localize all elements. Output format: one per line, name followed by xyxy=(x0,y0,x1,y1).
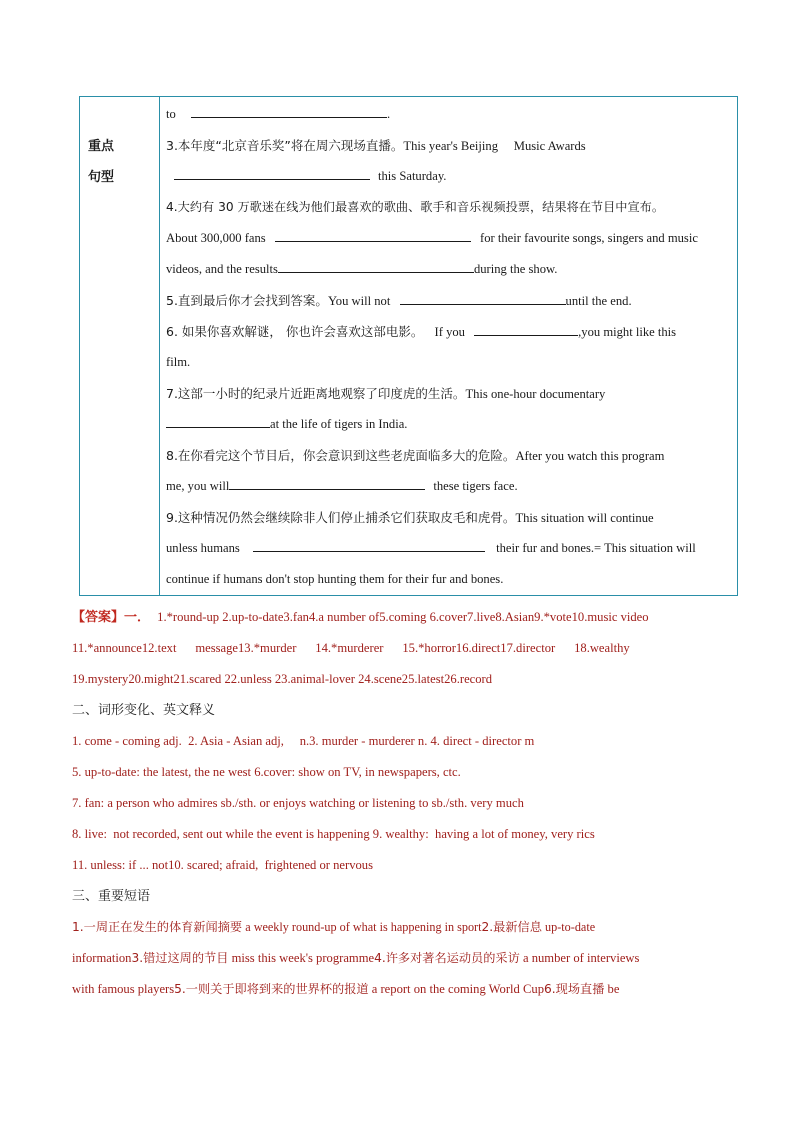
phrase-en: a number of interviews xyxy=(522,951,640,965)
line-text: videos, and the results xyxy=(166,262,278,276)
answer-line xyxy=(72,974,732,1005)
answer-line xyxy=(72,819,732,850)
line-text: until the end. xyxy=(565,294,632,308)
line-text: ,you might like this xyxy=(578,325,677,339)
line-text: This year's Beijing Music Awards xyxy=(403,139,586,153)
sentence-line xyxy=(166,502,732,533)
fill-blank xyxy=(191,103,387,118)
sentence-line xyxy=(166,409,732,440)
sentence-line xyxy=(166,254,732,285)
line-text: for their favourite songs, singers and music xyxy=(480,231,698,245)
line-text: at the life of tigers in India. xyxy=(270,417,408,431)
sentence-line xyxy=(166,378,732,409)
answer-section xyxy=(72,602,732,1005)
fill-blank xyxy=(253,537,485,552)
section-heading xyxy=(72,695,732,726)
phrase-en: up-to-date xyxy=(545,920,596,934)
phrase-zh: 1.一周正在发生的体育新闻摘要 xyxy=(72,920,243,934)
sentence-line xyxy=(166,440,732,471)
section-heading xyxy=(72,881,732,912)
line-text: these tigers face. xyxy=(433,479,518,493)
answer-text: 11. unless: if ... not10. scared; afraid, frightened or nervous xyxy=(72,858,374,872)
line-text: film. xyxy=(166,355,191,369)
fill-blank xyxy=(400,290,566,305)
fill-blank xyxy=(174,165,370,180)
line-text-zh: 8.在你看完这个节目后，你会意识到这些老虎面临多大的危险。 xyxy=(166,448,516,463)
line-text: This situation will continue xyxy=(515,511,654,525)
sentence-line xyxy=(166,533,732,564)
answer-text: 7. fan: a person who admires sb./sth. or enjoys watching or listening to sb./sth. very much xyxy=(72,796,524,810)
line-text: . xyxy=(386,107,391,121)
fill-blank xyxy=(166,413,270,428)
phrase-zh: 4.许多对著名运动员的采访 xyxy=(374,951,520,965)
line-text: If you xyxy=(434,325,465,339)
fill-blank xyxy=(278,258,474,273)
line-text-zh: 3.本年度“北京音乐奖”将在周六现场直播。 xyxy=(166,138,404,153)
answer-text: 1.*round-up 2.up-to-date3.fan4.a number of5.coming 6.cover7.live8.Asian9.*vote10.music video xyxy=(157,610,649,624)
sentence-line xyxy=(166,347,732,378)
line-text-zh: 4.大约有 30 万歌迷在线为他们最喜欢的歌曲、歌手和音乐视频投票，结果将在节目中宣布。 xyxy=(166,200,665,214)
answer-text: 8. live: not recorded, sent out while the event is happening 9. wealthy: having a lot of money, very rics xyxy=(72,827,595,841)
sentence-line xyxy=(166,192,732,223)
table-label xyxy=(88,131,128,193)
phrase-en: a report on the coming World Cup xyxy=(371,982,544,996)
answer-text: 5. up-to-date: the latest, the ne west 6.cover: show on TV, in newspapers, ctc. xyxy=(72,765,461,779)
answer-line xyxy=(72,602,732,633)
answer-line xyxy=(72,664,732,695)
fill-blank xyxy=(275,227,471,242)
answer-text: 19.mystery20.might21.scared 22.unless 23.animal-lover 24.scene25.latest26.record xyxy=(72,672,493,686)
sentence-line xyxy=(166,130,732,161)
answer-line xyxy=(72,726,732,757)
answer-line xyxy=(72,912,732,943)
sentence-line xyxy=(166,285,732,316)
line-text: unless humans xyxy=(166,541,240,555)
label-line-1: 重点 xyxy=(88,139,115,154)
fill-blank xyxy=(474,321,578,336)
phrase-zh: 3.错过这周的节目 xyxy=(131,951,229,965)
line-text: continue if humans don't stop hunting them for their fur and bones. xyxy=(166,572,504,586)
phrase-en: information xyxy=(72,951,132,965)
line-text: About 300,000 fans xyxy=(166,231,266,245)
answer-header: 【答案】一． xyxy=(72,610,151,625)
line-text: during the show. xyxy=(473,262,558,276)
answer-line xyxy=(72,788,732,819)
line-text: This one-hour documentary xyxy=(465,387,606,401)
answer-line xyxy=(72,757,732,788)
line-text: You will not xyxy=(327,294,391,308)
line-text-zh: 9.这种情况仍然会继续除非人们停止捕杀它们获取皮毛和虎骨。 xyxy=(166,510,516,525)
line-text: to xyxy=(166,107,176,121)
sentence-line xyxy=(166,99,732,130)
phrase-zh: 5.一则关于即将到来的世界杯的报道 xyxy=(174,982,369,996)
table-content xyxy=(166,99,732,595)
sentence-line xyxy=(166,471,732,502)
key-sentences-table xyxy=(79,96,738,596)
sentence-line xyxy=(166,316,732,347)
line-text: their fur and bones.= This situation will xyxy=(496,541,696,555)
sentence-line xyxy=(166,223,732,254)
label-line-2: 句型 xyxy=(88,170,115,185)
phrase-zh: 6.现场直播 xyxy=(544,982,605,996)
answer-line xyxy=(72,850,732,881)
sentence-line xyxy=(166,564,732,595)
answer-text: 1. come - coming adj. 2. Asia - Asian adj, n.3. murder - murderer n. 4. direct - director m xyxy=(72,734,535,748)
answer-line xyxy=(72,943,732,974)
phrase-en: a weekly round-up of what is happening in sport xyxy=(245,920,482,934)
section-3-title: 三、重要短语 xyxy=(72,889,151,904)
line-text-zh: 6. 如果你喜欢解谜， 你也许会喜欢这部电影。 xyxy=(166,324,424,339)
phrase-zh: 2.最新信息 xyxy=(481,920,542,934)
line-text-zh: 7.这部一小时的纪录片近距离地观察了印度虎的生活。 xyxy=(166,386,466,401)
phrase-en: be xyxy=(607,982,620,996)
line-text: After you watch this program xyxy=(515,449,665,463)
phrase-en: with famous players xyxy=(72,982,175,996)
line-text-zh: 5.直到最后你才会找到答案。 xyxy=(166,293,328,308)
phrase-en: miss this week's programme xyxy=(231,951,375,965)
fill-blank xyxy=(229,475,425,490)
table-label-cell xyxy=(80,97,160,595)
line-text: me, you will xyxy=(166,479,230,493)
answer-text: 11.*announce12.text message13.*murder 14.*murderer 15.*horror16.direct17.director 18.wealthy xyxy=(72,641,630,655)
answer-line xyxy=(72,633,732,664)
section-2-title: 二、词形变化、英文释义 xyxy=(72,703,216,718)
line-text: this Saturday. xyxy=(378,169,447,183)
sentence-line xyxy=(166,161,732,192)
